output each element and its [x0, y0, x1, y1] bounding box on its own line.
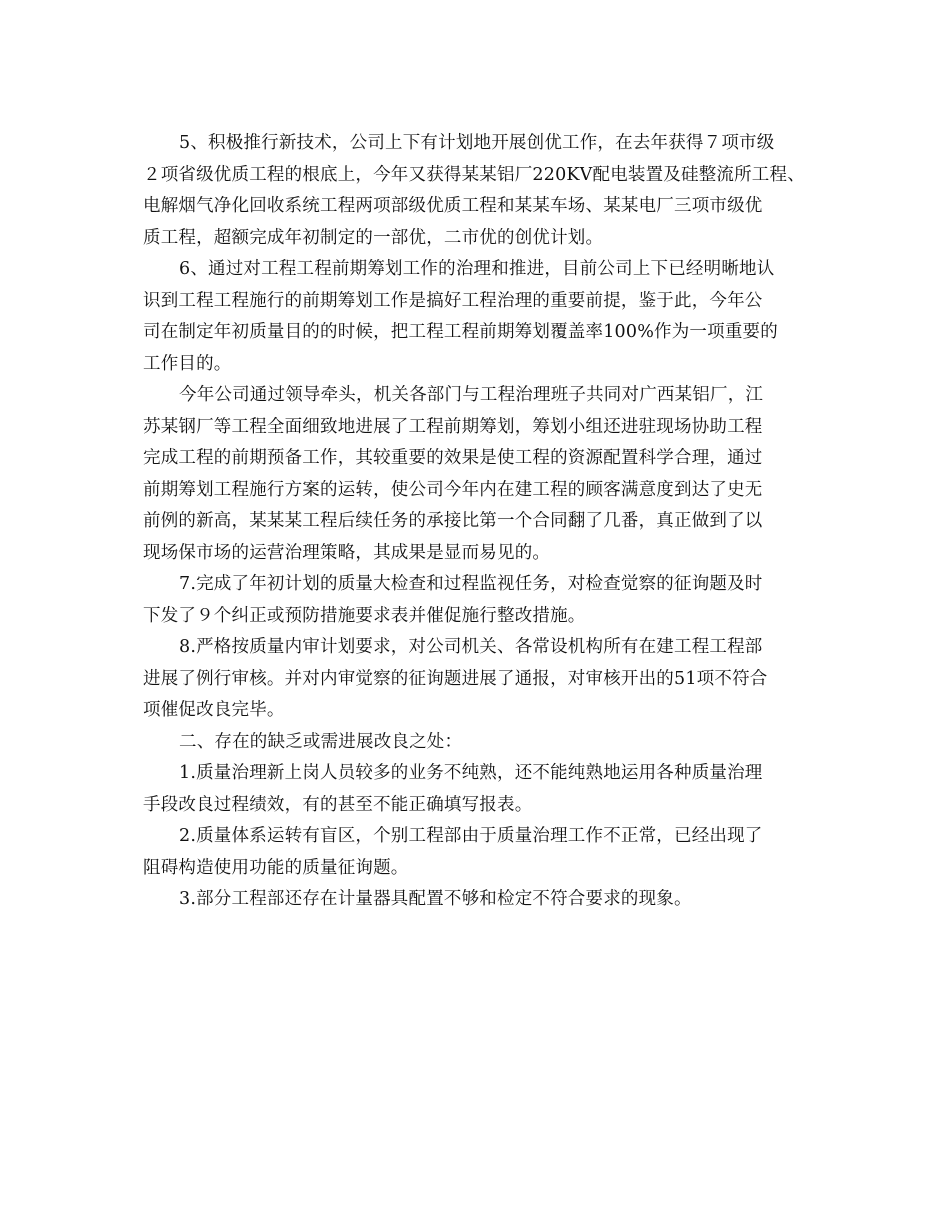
text-line: 司在制定年初质量目的的时候，把工程工程前期筹划覆盖率100%作为一项重要的 — [143, 322, 778, 342]
text-line: 工作目的。 — [143, 353, 232, 374]
text-line: 6、通过对工程工程前期筹划工作的治理和推进，目前公司上下已经明晰地认 — [179, 259, 775, 279]
text-line: 今年公司通过领导牵头，机关各部门与工程治理班子共同对广西某铝厂，江 — [179, 385, 764, 405]
text-line: 识到工程工程施行的前期筹划工作是搞好工程治理的重要前提，鉴于此，今年公 — [143, 290, 763, 311]
text-line: ２项省级优质工程的根底上，今年又获得某某铝厂220KV配电装置及硅整流所工程、 — [143, 164, 805, 185]
text-line: 前例的新高，某某某工程后续任务的承接比第一个合同翻了几番，真正做到了以 — [143, 511, 763, 531]
text-line: 现场保市场的运营治理策略，其成果是显而易见的。 — [143, 542, 551, 563]
text-line: 1.质量治理新上岗人员较多的业务不纯熟，还不能纯熟地运用各种质量治理 — [179, 763, 763, 783]
text-line: 苏某钢厂等工程全面细致地进展了工程前期筹划，筹划小组还进驻现场协助工程 — [143, 416, 763, 437]
text-line: 完成工程的前期预备工作，其较重要的效果是使工程的资源配置科学合理，通过 — [143, 448, 763, 468]
text-line: 7.完成了年初计划的质量大检查和过程监视任务，对检查觉察的征询题及时 — [179, 574, 763, 594]
text-line: 前期筹划工程施行方案的运转，使公司今年内在建工程的顾客满意度到达了史无 — [143, 479, 763, 500]
text-line: 电解烟气净化回收系统工程两项部级优质工程和某某车场、某某电厂三项市级优 — [143, 196, 763, 216]
text-line: 手段改良过程绩效，有的甚至不能正确填写报表。 — [143, 794, 533, 815]
text-line: 2.质量体系运转有盲区，个别工程部由于质量治理工作不正常，已经出现了 — [179, 826, 763, 846]
text-line: 下发了９个纠正或预防措施要求表并催促施行整改措施。 — [143, 605, 586, 626]
text-line: 进展了例行审核。并对内审觉察的征询题进展了通报，对审核开出的51项不符合 — [143, 668, 768, 689]
text-line: 质工程，超额完成年初制定的一部优，二市优的创优计划。 — [143, 227, 604, 248]
text-line: 阻碍构造使用功能的质量征询题。 — [143, 857, 409, 878]
text-line: 二、存在的缺乏或需进展改良之处： — [179, 731, 463, 752]
text-line: 8.严格按质量内审计划要求，对公司机关、各常设机构所有在建工程工程部 — [179, 637, 763, 657]
text-line: 5、积极推行新技术，公司上下有计划地开展创优工作，在去年获得７项市级 — [179, 133, 775, 153]
text-line: 项催促改良完毕。 — [143, 700, 285, 720]
text-line: 3.部分工程部还存在计量器具配置不够和检定不符合要求的现象。 — [179, 889, 692, 909]
document-body — [143, 128, 815, 916]
